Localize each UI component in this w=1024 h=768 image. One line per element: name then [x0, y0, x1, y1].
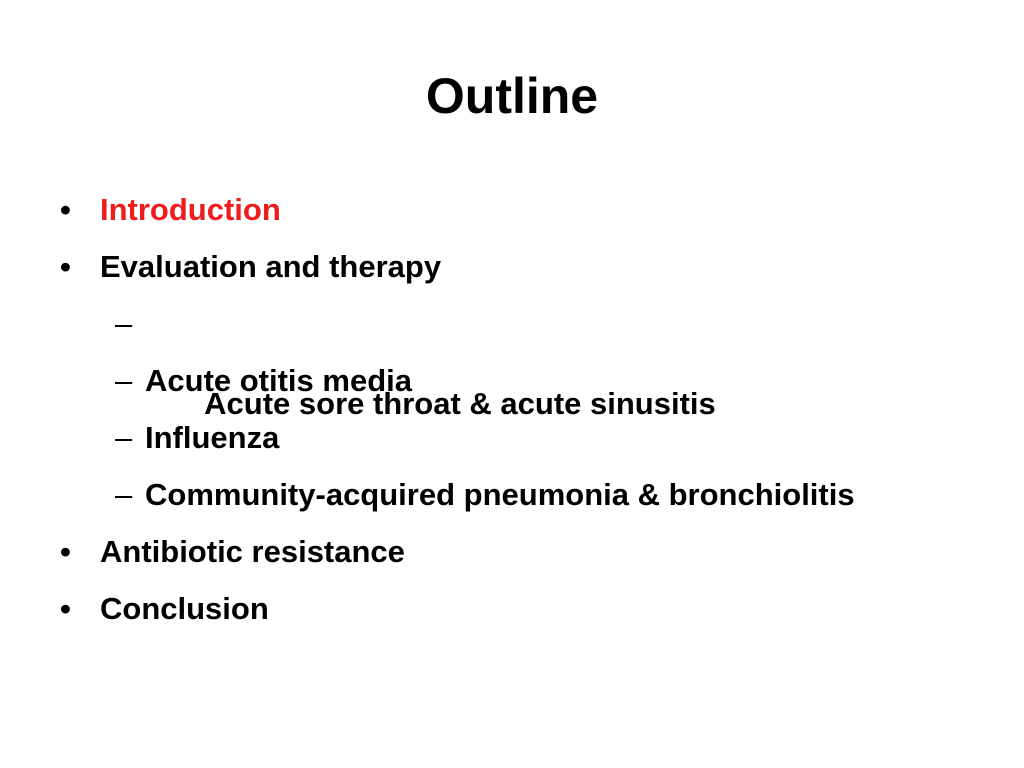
bullet-icon: • — [60, 591, 71, 626]
list-item-label: Introduction — [100, 192, 281, 227]
sub-item-acute-otitis-media — [115, 361, 412, 401]
bullet-icon: • — [60, 534, 71, 569]
list-item-label: Antibiotic resistance — [100, 534, 405, 569]
slide-title: Outline — [425, 68, 599, 124]
list-item-label: Acute otitis media — [145, 363, 412, 398]
bullet-icon: • — [60, 249, 71, 284]
dash-icon: – — [115, 420, 133, 455]
dash-icon: – — [115, 477, 133, 512]
sub-item-community-acquired-pneumonia — [115, 475, 855, 515]
list-item-label: Acute sore throat & acute sinusitis — [196, 386, 716, 421]
list-item-conclusion — [60, 589, 269, 629]
dash-icon: – — [115, 363, 133, 398]
list-item-introduction — [60, 190, 281, 230]
list-item-label: Influenza — [145, 420, 280, 455]
bullet-icon: • — [60, 192, 71, 227]
list-item-evaluation-and-therapy — [60, 247, 442, 287]
list-item-label: Conclusion — [100, 591, 269, 626]
dash-icon: – — [115, 306, 133, 341]
list-item-antibiotic-resistance — [60, 532, 405, 572]
sub-item-influenza — [115, 418, 280, 458]
list-item-label: Community-acquired pneumonia & bronchiolitis — [145, 477, 855, 512]
list-item-label: Evaluation and therapy — [100, 249, 442, 284]
